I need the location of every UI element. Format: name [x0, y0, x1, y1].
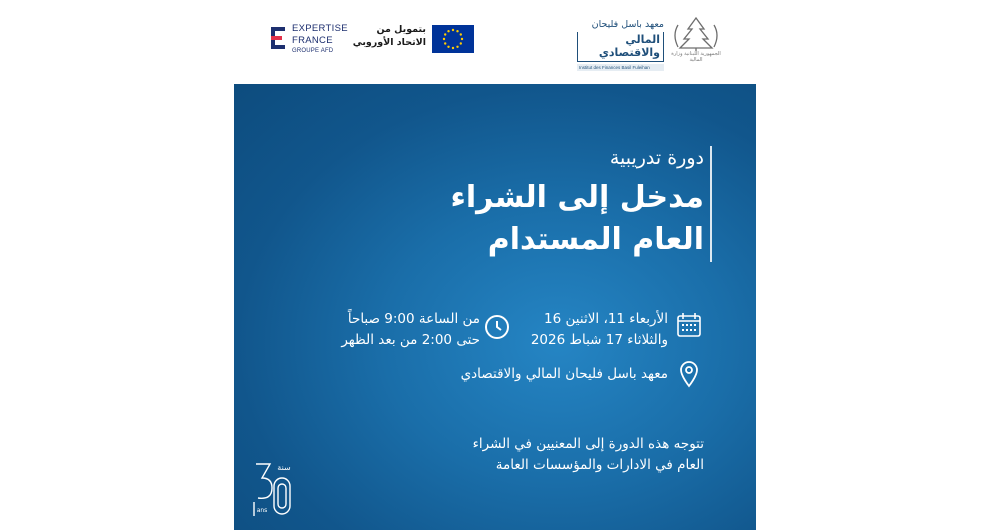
institute-logo	[577, 20, 664, 70]
course-dates	[531, 309, 668, 351]
ef-name-line2: FRANCE	[292, 34, 333, 46]
eu-star	[447, 30, 449, 32]
anniversary-fr: ans	[256, 507, 268, 514]
course-title-line1: مدخل إلى الشراء	[450, 179, 704, 215]
eu-star	[452, 29, 454, 31]
title-divider	[710, 146, 712, 262]
eu-flag-icon	[432, 25, 474, 53]
eu-funding-text	[346, 24, 426, 50]
eu-star	[456, 30, 458, 32]
institute-name-line1: معهد باسل فليحان	[591, 19, 664, 30]
ef-group-line: GROUPE AFD	[292, 48, 334, 54]
ministry-name: الجمهورية اللبنانية وزارة المالية	[671, 51, 721, 63]
target-audience	[473, 434, 704, 476]
eu-star	[444, 33, 446, 35]
course-flyer	[234, 84, 756, 530]
eu-star	[460, 33, 462, 35]
course-time	[341, 309, 480, 351]
ef-name-line1: EXPERTISE	[292, 23, 348, 34]
eu-star	[460, 42, 462, 44]
eu-star	[456, 46, 458, 48]
course-location: معهد باسل فليحان المالي والاقتصادي	[460, 366, 668, 382]
institute-name-line2: المالي والاقتصادي	[577, 32, 664, 62]
expertise-france-mark-icon	[268, 24, 290, 52]
institute-french-name: Institut des Finances Basil Fuleihan	[577, 64, 664, 71]
course-time-line2: حتى 2:00 من بعد الظهر	[341, 331, 480, 348]
anniversary-ar: سنة	[277, 463, 291, 472]
eu-star	[452, 47, 454, 49]
eu-star	[444, 42, 446, 44]
eu-star	[443, 38, 445, 40]
course-title-line2: العام المستدام	[487, 221, 704, 257]
expertise-france-logo	[268, 24, 352, 58]
title-block	[451, 146, 704, 261]
eu-star	[447, 46, 449, 48]
eu-funding-line2: الاتحاد الأوروبي	[352, 36, 426, 48]
course-time-line1: من الساعة 9:00 صباحاً	[347, 311, 480, 327]
ministry-logo	[668, 15, 724, 69]
location-pin-icon	[678, 360, 700, 388]
cedar-emblem-icon	[668, 15, 724, 51]
course-dates-line2: والثلاثاء 17 شباط 2026	[530, 331, 668, 348]
calendar-icon	[676, 312, 702, 338]
course-type: دورة تدريبية	[609, 147, 704, 169]
course-dates-line1: الأربعاء 11، الاثنين 16	[544, 311, 668, 327]
clock-icon	[484, 314, 510, 340]
target-audience-line2: العام في الادارات والمؤسسات العامة	[495, 456, 704, 473]
anniversary-30-logo	[250, 456, 296, 520]
eu-funding-line1: بتمويل من	[376, 24, 426, 35]
target-audience-line1: تتوجه هذه الدورة إلى المعنيين في الشراء	[472, 436, 704, 452]
eu-star	[461, 38, 463, 40]
